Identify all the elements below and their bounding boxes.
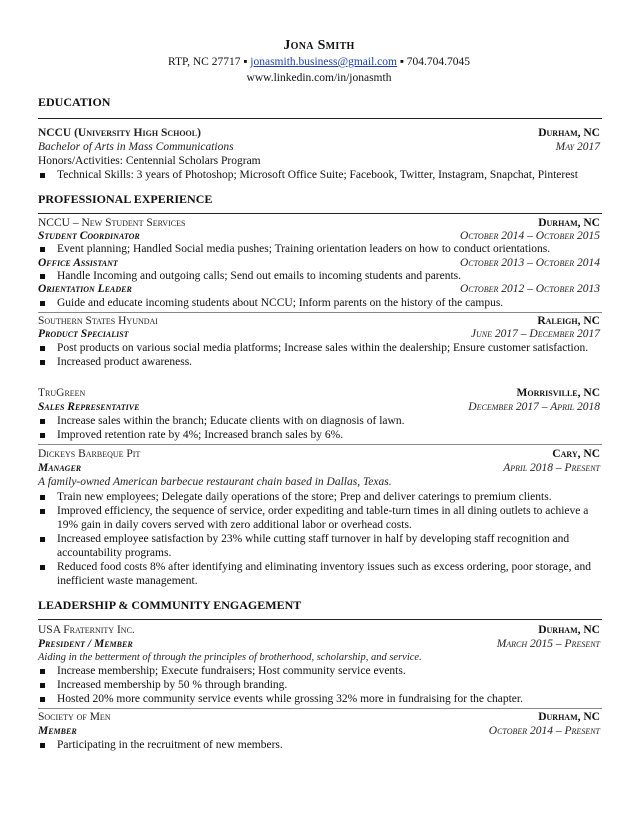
list-item: Participating in the recruitment of new members. bbox=[38, 739, 602, 753]
bullet-icon bbox=[40, 301, 45, 306]
list-item: Hosted 20% more community service events while grossing 32% more in fundraising for the chapter. bbox=[38, 693, 602, 707]
employer-location: Durham, NC bbox=[538, 217, 600, 229]
list-item: Event planning; Handled Social media pushes; Training orientation leaders on how to conduct orientations. bbox=[38, 243, 602, 257]
separator: ▪ bbox=[399, 56, 404, 68]
list-item: Train new employees; Delegate daily operations of the store; Prep and deliver caterings to premium clients. bbox=[38, 491, 602, 505]
honors: Honors/Activities: Centennial Scholars Program bbox=[38, 155, 261, 167]
organization-name: USA Fraternity Inc. bbox=[38, 624, 135, 636]
organization-name: Society of Men bbox=[38, 711, 111, 723]
job-title: Sales Representative bbox=[38, 401, 140, 413]
employer-location: Raleigh, NC bbox=[537, 315, 600, 327]
list-item: Post products on various social media platforms; Increase sales within the dealership; Ensure customer satisfaction. bbox=[38, 342, 602, 356]
section-divider bbox=[38, 619, 602, 620]
bullet-icon bbox=[40, 683, 45, 688]
job-dates: October 2012 – October 2013 bbox=[459, 283, 600, 295]
linkedin-url[interactable]: www.linkedin.com/in/jonasmth bbox=[246, 72, 392, 84]
bullet-icon bbox=[40, 346, 45, 351]
bullet-icon bbox=[40, 697, 45, 702]
job-title: Product Specialist bbox=[38, 328, 129, 340]
list-item: Reduced food costs 8% after identifying and eliminating inventory issues such as excess ordering, poor storage, and inefficient waste management. bbox=[38, 561, 602, 588]
position-title: Member bbox=[38, 725, 77, 737]
list-item: Guide and educate incoming students about NCCU; Inform parents on the history of the campus. bbox=[38, 297, 602, 311]
bullet-icon bbox=[40, 565, 45, 570]
employer-name: Southern States Hyundai bbox=[38, 315, 158, 327]
list-item: Improved efficiency, the sequence of service, order expediting and table-turn times in all dining outlets to achieve a 19% gain in daily covers served with zero additional labor or overhead costs. bbox=[38, 505, 602, 532]
list-item: Increased membership by 50 % through branding. bbox=[38, 679, 602, 693]
job-dates: December 2017 – April 2018 bbox=[468, 401, 600, 413]
bullet-icon bbox=[40, 669, 45, 674]
organization-description: Aiding in the betterment of through the principles of brotherhood, scholarship, and service. bbox=[38, 652, 422, 663]
list-item: Increased product awareness. bbox=[38, 356, 602, 370]
bullet-icon bbox=[40, 743, 45, 748]
experience-heading: PROFESSIONAL EXPERIENCE bbox=[38, 192, 213, 206]
job-title: Office Assistant bbox=[38, 257, 118, 269]
job-title: Manager bbox=[38, 462, 82, 474]
organization-location: Durham, NC bbox=[538, 624, 600, 636]
candidate-name: Jona Smith bbox=[283, 38, 355, 53]
degree: Bachelor of Arts in Mass Communications bbox=[38, 141, 234, 153]
section-divider bbox=[38, 118, 602, 119]
job-dates: October 2014 – October 2015 bbox=[459, 230, 600, 242]
position-title: President / Member bbox=[38, 638, 133, 650]
job-title: Orientation Leader bbox=[38, 283, 132, 295]
list-item: Improved retention rate by 4%; Increased branch sales by 6%. bbox=[38, 429, 602, 443]
bullet-icon bbox=[40, 537, 45, 542]
address: RTP, NC 27717 bbox=[167, 56, 241, 68]
list-item: Technical Skills: 3 years of Photoshop; Microsoft Office Suite; Facebook, Twitter, Instagram, Snapchat, Pinterest bbox=[38, 169, 602, 183]
list-item: Handle Incoming and outgoing calls; Send out emails to incoming students and parents. bbox=[38, 270, 602, 284]
employer-location: Cary, NC bbox=[552, 448, 600, 460]
separator: ▪ bbox=[243, 56, 248, 68]
graduation-date: May 2017 bbox=[555, 141, 600, 153]
contact-line bbox=[0, 56, 638, 68]
organization-location: Durham, NC bbox=[538, 711, 600, 723]
bullet-icon bbox=[40, 433, 45, 438]
bullet-icon bbox=[40, 360, 45, 365]
list-item: Increased employee satisfaction by 23% while cutting staff turnover in half by developing staff recognition and accountability programs. bbox=[38, 533, 602, 560]
employer-name: Dickeys Barbeque Pit bbox=[38, 448, 141, 460]
bullet-icon bbox=[40, 173, 45, 178]
leadership-heading: LEADERSHIP & COMMUNITY ENGAGEMENT bbox=[38, 598, 302, 612]
position-dates: October 2014 – Present bbox=[488, 725, 600, 737]
list-item: Increase membership; Execute fundraisers; Host community service events. bbox=[38, 665, 602, 679]
employer-name: TruGreen bbox=[38, 387, 86, 399]
employer-description: A family-owned American barbecue restaurant chain based in Dallas, Texas. bbox=[38, 476, 392, 488]
job-dates: June 2017 – December 2017 bbox=[470, 328, 600, 340]
phone: 704.704.7045 bbox=[406, 56, 471, 68]
bullet-icon bbox=[40, 419, 45, 424]
bullet-icon bbox=[40, 247, 45, 252]
email-link[interactable]: jonasmith.business@gmail.com bbox=[250, 56, 397, 68]
list-item: Increase sales within the branch; Educate clients with on diagnosis of lawn. bbox=[38, 415, 602, 429]
job-title: Student Coordinator bbox=[38, 230, 140, 242]
school-location: Durham, NC bbox=[538, 127, 600, 139]
position-dates: March 2015 – Present bbox=[496, 638, 600, 650]
bullet-icon bbox=[40, 509, 45, 514]
school-name: NCCU (University High School) bbox=[38, 127, 201, 139]
employer-location: Morrisville, NC bbox=[516, 387, 600, 399]
job-dates: October 2013 – October 2014 bbox=[459, 257, 600, 269]
job-dates: April 2018 – Present bbox=[503, 462, 600, 474]
bullet-icon bbox=[40, 274, 45, 279]
bullet-icon bbox=[40, 495, 45, 500]
education-heading: EDUCATION bbox=[38, 95, 111, 109]
job-divider bbox=[38, 444, 602, 445]
org-divider bbox=[38, 708, 602, 709]
job-divider bbox=[38, 312, 602, 313]
employer-name: NCCU – New Student Services bbox=[38, 217, 186, 229]
section-divider bbox=[38, 213, 602, 214]
